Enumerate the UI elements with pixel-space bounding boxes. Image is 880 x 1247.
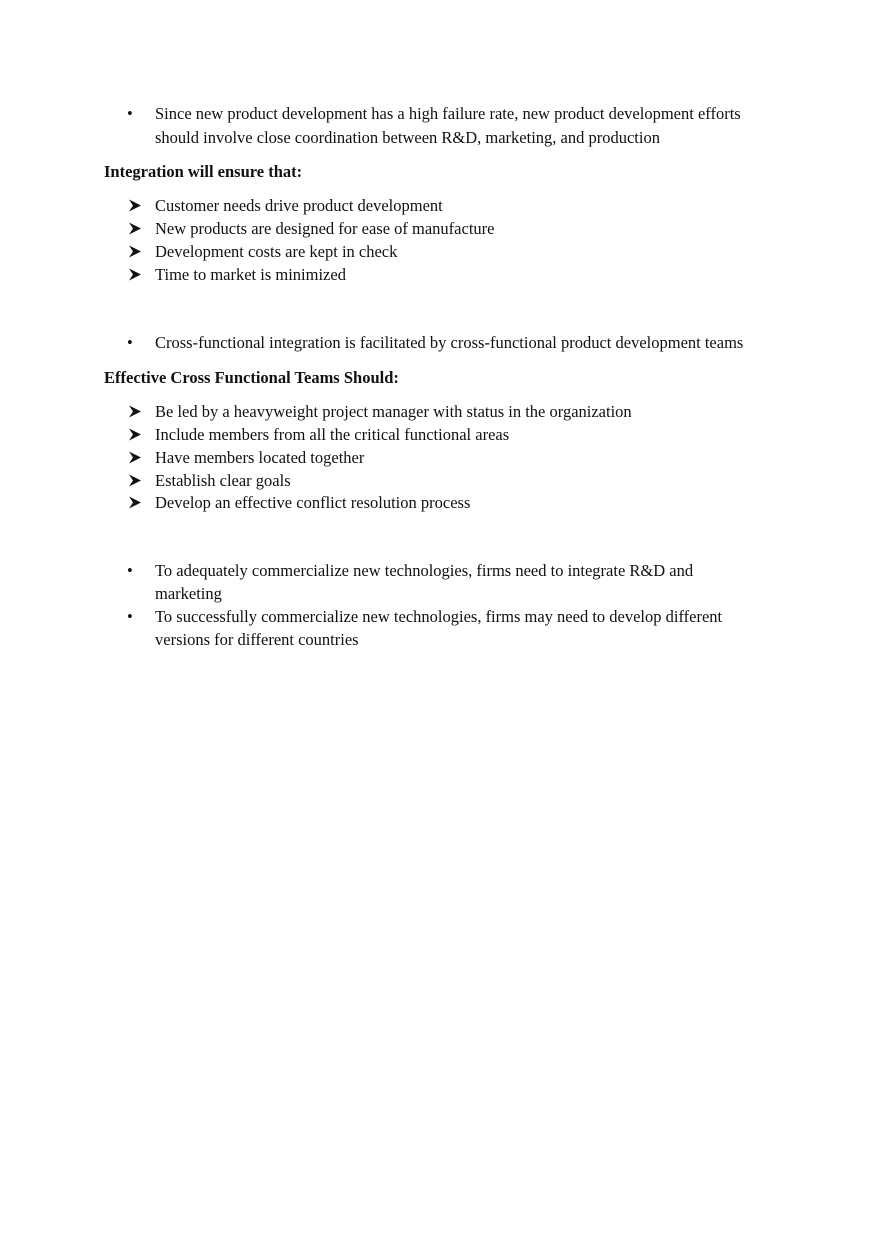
- arrow-bullet-icon: [128, 446, 144, 469]
- list-item-text: Develop an effective conflict resolution process: [155, 493, 471, 512]
- list-item-text: Development costs are kept in check: [155, 242, 398, 261]
- list-item-text: Include members from all the critical functional areas: [155, 425, 510, 444]
- arrow-bullet-icon: [128, 491, 144, 514]
- arrow-bullet-icon: [128, 194, 144, 217]
- arrow-bullet-icon: [128, 423, 144, 446]
- list-item-text: New products are designed for ease of manufacture: [155, 219, 495, 238]
- list-item-text: Time to market is minimized: [155, 265, 346, 284]
- bullet-icon: •: [127, 561, 133, 580]
- list-item-text: Be led by a heavyweight project manager with status in the organization: [155, 402, 632, 421]
- bullet-text-line: To successfully commercialize new technologies, firms may need to develop different: [155, 607, 723, 626]
- bullet-text-line: versions for different countries: [155, 630, 359, 649]
- arrow-bullet-icon: [128, 469, 144, 492]
- bullet-icon: •: [127, 104, 133, 123]
- section-heading-integration: Integration will ensure that:: [104, 162, 303, 181]
- arrow-bullet-icon: [128, 240, 144, 263]
- list-item-text: Have members located together: [155, 448, 365, 467]
- list-item-text: Establish clear goals: [155, 471, 291, 490]
- bullet-icon: •: [127, 607, 133, 626]
- section-heading-teams: Effective Cross Functional Teams Should:: [104, 368, 399, 387]
- bullet-text-line: Since new product development has a high failure rate, new product development efforts: [155, 104, 741, 123]
- bullet-icon: •: [127, 333, 133, 352]
- bullet-text-line: marketing: [155, 584, 222, 603]
- arrow-bullet-icon: [128, 400, 144, 423]
- bullet-text-line: To adequately commercialize new technologies, firms need to integrate R&D and: [155, 561, 694, 580]
- bullet-text-line: should involve close coordination between R&D, marketing, and production: [155, 128, 660, 147]
- arrow-bullet-icon: [128, 263, 144, 286]
- bullet-text-line: Cross-functional integration is facilitated by cross-functional product development teams: [155, 333, 744, 352]
- list-item-text: Customer needs drive product development: [155, 196, 443, 215]
- arrow-bullet-icon: [128, 217, 144, 240]
